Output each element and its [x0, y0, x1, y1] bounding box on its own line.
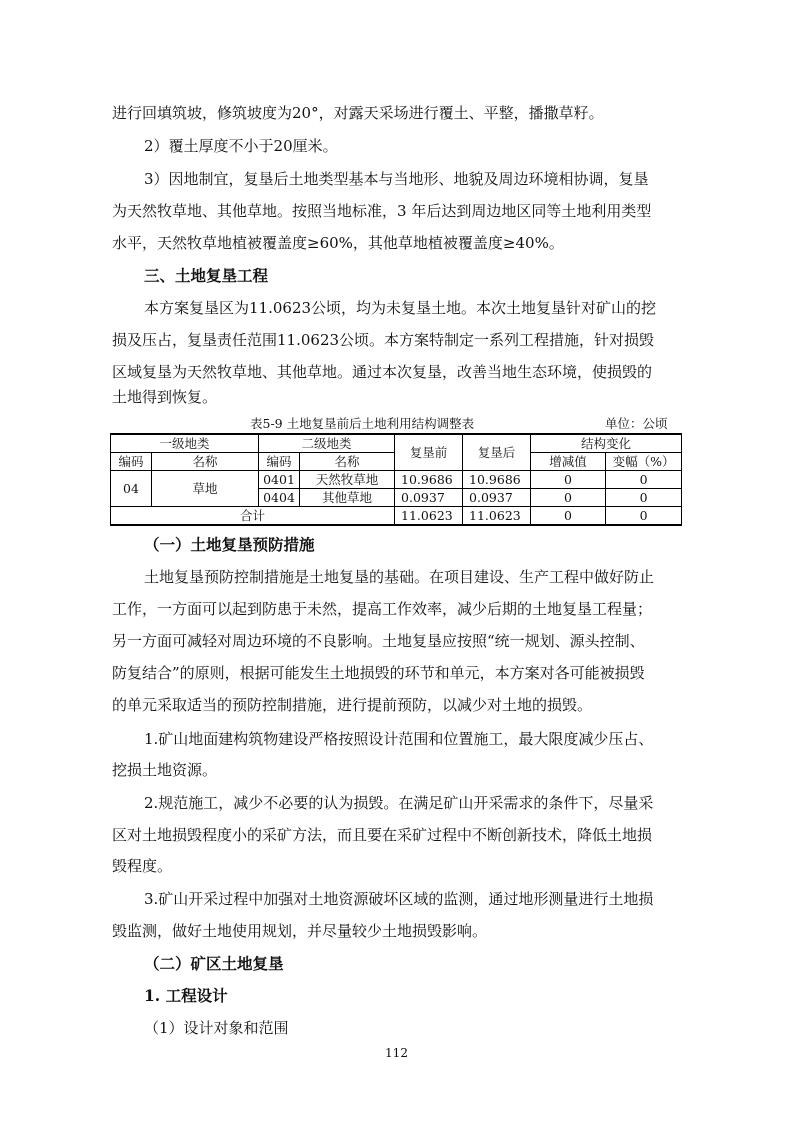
- paragraph-line: 毁程度。: [112, 857, 173, 875]
- paragraph-line: 毁监测，做好土地使用规划，并尽量较少土地损毁影响。: [112, 922, 488, 940]
- section-heading: 三、土地复垦工程: [144, 266, 269, 285]
- header-change: 结构变化: [531, 434, 682, 453]
- cell-total-label: 合计: [111, 507, 395, 526]
- cell-after: 0.0937: [463, 489, 531, 507]
- header-name2: 名称: [300, 453, 395, 471]
- paragraph-line: 1.矿山地面建构筑物建设严格按照设计范围和位置施工，最大限度减少压占、: [144, 730, 654, 748]
- subsection-heading: （二）矿区土地复垦: [144, 954, 284, 973]
- paragraph-line: 区域复垦为天然牧草地、其他草地。通过本次复垦，改善当地生态环境，使损毁的: [112, 363, 653, 381]
- paragraph-line: 土地复垦预防控制措施是土地复垦的基础。在项目建设、生产工程中做好防止: [144, 568, 655, 586]
- subsection-heading: （一）土地复垦预防措施: [144, 535, 315, 554]
- paragraph-line: 2）覆土厚度不小于20厘米。: [144, 137, 338, 155]
- paragraph-line: 区对土地损毁程度小的采矿方法，而且要在采矿过程中不断创新技术，降低土地损: [112, 826, 653, 844]
- cell-total-ratio: 0: [606, 507, 682, 526]
- header-increase: 增减值: [531, 453, 606, 471]
- paragraph-line: 本方案复垦区为11.0623公顷，均为未复垦土地。本次土地复垦针对矿山的挖: [144, 299, 657, 317]
- header-after: 复垦后: [463, 434, 531, 471]
- paragraph-line: 工作，一方面可以起到防患于未然，提高工作效率，减少后期的土地复垦工程量；: [112, 600, 653, 618]
- header-ratio: 变幅（%）: [606, 453, 682, 471]
- cell-ratio: 0: [606, 489, 682, 507]
- cell-name2: 天然牧草地: [300, 471, 395, 489]
- cell-code2: 0401: [259, 471, 300, 489]
- land-use-table: [110, 433, 682, 526]
- cell-after: 10.9686: [463, 471, 531, 489]
- paragraph-line: 防复结合”的原则，根据可能发生土地损毁的环节和单元，本方案对各可能被损毁: [112, 664, 645, 682]
- cell-increase: 0: [531, 471, 606, 489]
- cell-before: 10.9686: [395, 471, 463, 489]
- cell-code2: 0404: [259, 489, 300, 507]
- paragraph-line: 损及压占，复垦责任范围11.0623公顷。本方案特制定一系列工程措施，针对损毁: [112, 331, 655, 349]
- table-unit: 单位：公顷: [605, 416, 668, 431]
- paragraph-line: 进行回填筑坡，修筑坡度为20°，对露天采场进行覆土、平整，播撒草籽。: [112, 104, 604, 122]
- paragraph-line: 2.规范施工，减少不必要的认为损毁。在满足矿山开采需求的条件下，尽量采: [144, 794, 654, 812]
- cell-total-increase: 0: [531, 507, 606, 526]
- paragraph-line: 水平，天然牧草地植被覆盖度≥60%，其他草地植被覆盖度≥40%。: [112, 234, 564, 252]
- cell-name2: 其他草地: [300, 489, 395, 507]
- page-number: 112: [385, 1046, 408, 1060]
- header-code2: 编码: [259, 453, 300, 471]
- paragraph-line: 3）因地制宜，复垦后土地类型基本与当地形、地貌及周边环境相协调，复垦: [144, 170, 649, 188]
- cell-code1: 04: [111, 471, 152, 507]
- paragraph-line: （1）设计对象和范围: [144, 1019, 289, 1037]
- paragraph-line: 另一方面可减轻对周边环境的不良影响。土地复垦应按照“统一规划、源头控制、: [112, 632, 645, 650]
- cell-name1: 草地: [152, 471, 259, 507]
- header-level1: 一级地类: [111, 434, 259, 453]
- paragraph-line: 为天然牧草地、其他草地。按照当地标准，3 年后达到周边地区同等土地利用类型: [112, 202, 652, 220]
- header-name1: 名称: [152, 453, 259, 471]
- table-total-row: [111, 507, 682, 526]
- cell-total-after: 11.0623: [463, 507, 531, 526]
- subsection-heading: 1. 工程设计: [144, 986, 228, 1005]
- cell-ratio: 0: [606, 471, 682, 489]
- paragraph-line: 的单元采取适当的预防控制措施，进行提前预防，以减少对土地的损毁。: [112, 696, 593, 714]
- cell-increase: 0: [531, 489, 606, 507]
- paragraph-line: 3.矿山开采过程中加强对土地资源破坏区域的监测，通过地形测量进行土地损: [144, 890, 654, 908]
- paragraph-line: 土地得到恢复。: [112, 388, 218, 406]
- table-caption: 表5-9 土地复垦前后土地利用结构调整表: [250, 416, 475, 431]
- paragraph-line: 挖损土地资源。: [112, 761, 218, 779]
- cell-before: 0.0937: [395, 489, 463, 507]
- table-row: [111, 471, 682, 489]
- cell-total-before: 11.0623: [395, 507, 463, 526]
- header-before: 复垦前: [395, 434, 463, 471]
- header-level2: 二级地类: [259, 434, 395, 453]
- header-code1: 编码: [111, 453, 152, 471]
